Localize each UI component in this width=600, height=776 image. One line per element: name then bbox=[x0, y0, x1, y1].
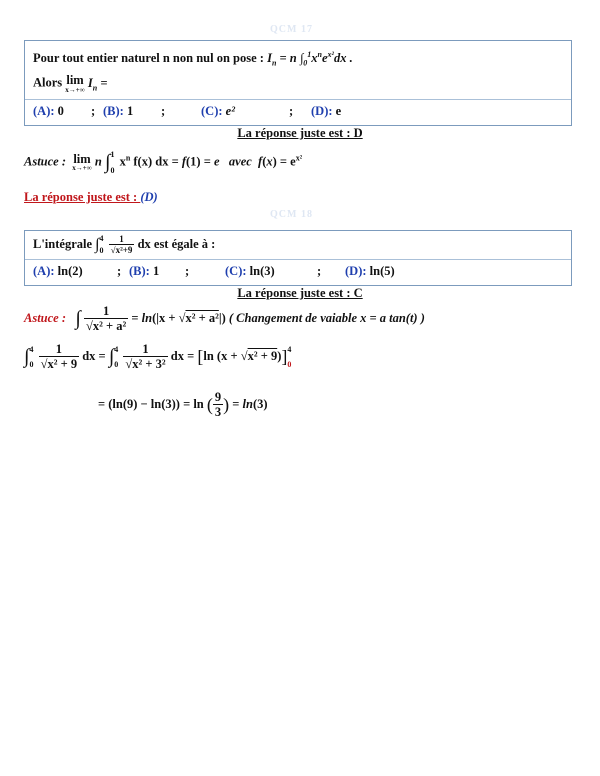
question-1-alors: Alors bbox=[33, 75, 66, 90]
question-2-separator bbox=[25, 259, 571, 260]
limit-symbol: lim x→+∞ bbox=[65, 73, 85, 94]
q1-correct-letter: (D) bbox=[140, 190, 158, 204]
q2-option-d[interactable]: (D): ln(5) bbox=[345, 264, 395, 278]
q2-astuce-label: Astuce : bbox=[24, 311, 67, 326]
q1-astuce-limit: lim x→+∞ bbox=[72, 151, 92, 173]
watermark-qcm-18: QCM 18 bbox=[270, 209, 313, 220]
question-1-separator bbox=[25, 99, 571, 100]
q1-option-a[interactable]: (A): 0 bbox=[33, 104, 64, 118]
question-1-statement bbox=[33, 50, 353, 68]
q2-change-note: ( Changement de vaiable x = a tan(t) ) bbox=[228, 311, 425, 326]
question-1-box bbox=[24, 40, 572, 126]
q1-separator-2: ; bbox=[161, 104, 166, 118]
q1-astuce-avec: avec bbox=[228, 154, 252, 169]
q2-separator-2: ; bbox=[185, 264, 190, 278]
question-2-statement: L'intégrale ∫ 4 0 $\frac{1}{\text{√x²+9}}$ dx est égale à : bbox=[33, 234, 216, 256]
q2-integral-computation: ∫ 4 0 $\frac{1}{\text{√x² + 9}}$ dx = ∫ 4 0 $\frac{1}{\text{√x² + 3²}}$ dx = [ln (x + √x² + 9)] 4 0 bbox=[24, 342, 292, 372]
question-2-suffix: dx est égale à : bbox=[137, 236, 216, 251]
q1-separator-3: ; bbox=[289, 104, 294, 118]
q2-astuce-line: Astuce : ∫ $\frac{1}{\text{√x² + a²}}$ = ln(|x + √x² + a²|) ( Changement de vaiable x = a tan(t) ) bbox=[24, 304, 425, 334]
q2-final-text: = (ln(9) − ln(3)) = ln bbox=[98, 397, 204, 412]
q1-option-c[interactable]: (C): e² bbox=[201, 104, 235, 118]
q2-final-line: = (ln(9) − ln(3)) = ln ( $\frac{9}{3}$ ) = ln(3) bbox=[98, 390, 268, 420]
q1-separator-1: ; bbox=[91, 104, 96, 118]
q1-astuce-line: Astuce : lim x→+∞ n ∫ 1 0 $x^n$ f(x) dx = f(1) = e avec $f(x) = e^{x^2}$ bbox=[24, 150, 303, 175]
question-2-box bbox=[24, 230, 572, 286]
q2-option-c[interactable]: (C): ln(3) bbox=[225, 264, 275, 278]
q1-option-d[interactable]: (D): e bbox=[311, 104, 342, 118]
watermark-qcm-17: QCM 17 bbox=[270, 24, 313, 35]
q2-option-b[interactable]: (B): 1 bbox=[129, 264, 160, 278]
q2-answer-heading: La réponse juste est : C bbox=[237, 286, 363, 300]
q2-separator-3: ; bbox=[317, 264, 322, 278]
q1-correct-answer bbox=[24, 190, 158, 205]
q1-option-b[interactable]: (B): 1 bbox=[103, 104, 134, 118]
q1-astuce-label: Astuce : bbox=[24, 154, 67, 169]
question-1-limit-line: Alors lim x→+∞ $I_n$ = bbox=[33, 73, 108, 94]
question-1-intro: Pour tout entier naturel n non nul on pose : bbox=[33, 51, 268, 66]
q1-answer-heading: La réponse juste est : D bbox=[237, 126, 363, 140]
question-1-formula: $I_n = n$ $\int_0^1x^ne^{x^2}dx$ . bbox=[267, 50, 353, 68]
q1-correct-prefix: La réponse juste est : bbox=[24, 190, 141, 204]
q2-option-a[interactable]: (A): ln(2) bbox=[33, 264, 83, 278]
question-2-intro: L'intégrale bbox=[33, 236, 93, 251]
q2-separator-1: ; bbox=[117, 264, 122, 278]
